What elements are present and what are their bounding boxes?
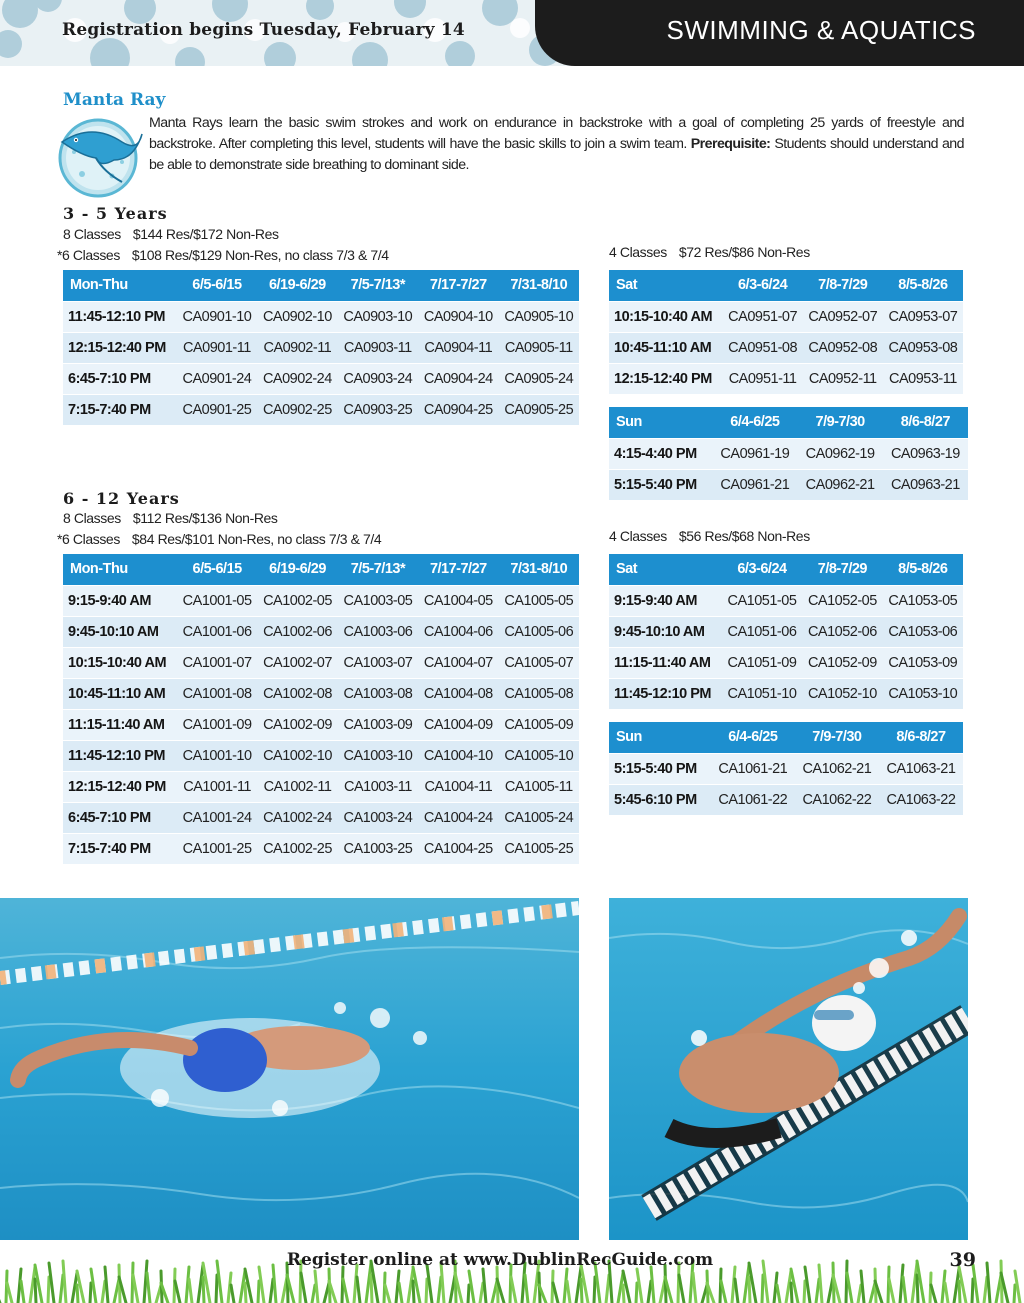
class-code: CA1005-07 [499,647,579,678]
class-time: 11:15-11:40 AM [609,647,722,678]
class-code: CA1001-11 [177,771,257,802]
class-time: 11:15-11:40 AM [63,709,177,740]
table-row [609,784,963,815]
class-time: 11:45-12:10 PM [63,740,177,771]
class-code: CA1063-21 [879,753,963,784]
date-range-header: 7/9-7/30 [795,722,879,753]
class-price: $144 Res/$172 Non-Res [132,226,279,242]
class-code: CA0952-07 [803,301,883,332]
class-code: CA1003-08 [338,678,418,709]
table-row [63,740,579,771]
class-code: CA0902-24 [257,363,337,394]
class-code: CA1052-09 [802,647,882,678]
class-code: CA0951-08 [723,332,803,363]
description-text: Manta Rays learn the basic swim strokes and work on endurance in backstroke with a goal of completing 25 yards of freestyle and backstroke. After completing this level, students will have the basic skills to join a swim team. [149,115,964,152]
class-code: CA1002-07 [257,647,337,678]
date-range-header: 6/19-6/29 [257,554,337,585]
class-code: CA1005-08 [499,678,579,709]
class-code: CA1002-08 [257,678,337,709]
class-time: 10:15-10:40 AM [63,647,177,678]
class-code: CA1001-24 [177,802,257,833]
class-code: CA1063-22 [879,784,963,815]
class-code: CA0962-21 [797,469,882,500]
date-range-header: 8/6-8/27 [879,722,963,753]
class-code: CA1062-21 [795,753,879,784]
class-code: CA0901-11 [177,332,257,363]
class-code: CA0901-24 [177,363,257,394]
class-time: 6:45-7:10 PM [63,802,177,833]
class-count: *6 Classes [57,531,120,547]
class-code: CA1001-06 [177,616,257,647]
table-header-row [63,554,579,585]
class-code: CA0951-11 [723,363,803,394]
date-range-header: 6/19-6/29 [257,270,337,301]
prerequisite-text: Students should understand and be able to demonstrate side breathing to dominant side. [149,136,964,173]
class-code: CA1053-10 [883,678,963,709]
class-code: CA0905-25 [499,394,580,425]
date-range-header: 7/8-7/29 [803,270,883,301]
date-range-header: 7/5-7/13* [338,554,418,585]
date-range-header: 7/5-7/13* [338,270,418,301]
sunday-schedule-table [609,407,968,500]
date-range-header: 8/5-8/26 [883,554,963,585]
class-code: CA1061-21 [711,753,795,784]
class-code: CA1005-05 [499,585,579,616]
class-code: CA1005-11 [499,771,579,802]
class-price-note [609,244,810,260]
date-range-header: 6/5-6/15 [177,270,257,301]
class-code: CA1005-25 [499,833,579,864]
class-code: CA0961-19 [712,438,797,469]
class-code: CA1003-11 [338,771,418,802]
class-code: CA1002-09 [257,709,337,740]
section-title: SWIMMING & AQUATICS [666,15,976,45]
table-row [63,709,579,740]
table-row [609,469,968,500]
class-code: CA1001-08 [177,678,257,709]
class-time: 5:15-5:40 PM [609,469,712,500]
class-code: CA0902-11 [257,332,337,363]
date-range-header: 6/5-6/15 [177,554,257,585]
section-banner [535,0,1024,66]
swimmer-backstroke-photo [609,898,968,1240]
class-time: 11:45-12:10 PM [63,301,177,332]
class-code: CA1053-05 [883,585,963,616]
level-description [149,113,964,176]
saturday-schedule-table [609,270,963,394]
table-row [63,585,579,616]
class-code: CA1003-10 [338,740,418,771]
prerequisite-label: Prerequisite: [690,136,771,152]
class-code: CA1004-10 [418,740,498,771]
class-code: CA1052-05 [802,585,882,616]
table-row [63,332,579,363]
class-time: 9:15-9:40 AM [609,585,722,616]
class-code: CA0904-10 [418,301,498,332]
class-code: CA1005-09 [499,709,579,740]
table-row [63,394,579,425]
class-count: 4 Classes [609,244,667,260]
class-code: CA0961-21 [712,469,797,500]
class-code: CA0904-24 [418,363,498,394]
class-code: CA0903-24 [338,363,418,394]
class-time: 5:45-6:10 PM [609,784,711,815]
class-time: 11:45-12:10 PM [609,678,722,709]
saturday-schedule-table [609,554,963,709]
class-code: CA1004-24 [418,802,498,833]
day-header: Sat [609,270,723,301]
day-header: Sat [609,554,722,585]
weekday-schedule-table [63,270,579,425]
class-price-note [57,531,381,547]
class-code: CA0901-10 [177,301,257,332]
age-group-title: 6 - 12 Years [63,489,180,508]
class-code: CA0953-07 [883,301,963,332]
page-footer [0,1240,1024,1303]
class-count: *6 Classes [57,247,120,263]
class-code: CA1004-08 [418,678,498,709]
class-code: CA0952-11 [803,363,883,394]
date-range-header: 6/4-6/25 [711,722,795,753]
age-group-title: 3 - 5 Years [63,204,168,223]
class-price-note [57,247,389,263]
table-row [609,438,968,469]
class-code: CA1002-24 [257,802,337,833]
class-time: 9:15-9:40 AM [63,585,177,616]
date-range-header: 7/31-8/10 [499,270,580,301]
date-range-header: 7/8-7/29 [802,554,882,585]
table-row [63,616,579,647]
class-code: CA0962-19 [797,438,882,469]
registration-date: Registration begins Tuesday, February 14 [62,20,465,40]
class-code: CA1002-06 [257,616,337,647]
class-time: 6:45-7:10 PM [63,363,177,394]
table-row [63,771,579,802]
class-code: CA1005-24 [499,802,579,833]
table-row [609,301,963,332]
class-time: 7:15-7:40 PM [63,394,177,425]
weekday-schedule-table [63,554,579,864]
class-code: CA1001-10 [177,740,257,771]
class-code: CA1052-06 [802,616,882,647]
page-header [0,0,1024,66]
table-header-row [63,270,579,301]
date-range-header: 7/31-8/10 [499,554,579,585]
class-code: CA1004-05 [418,585,498,616]
class-code: CA0952-08 [803,332,883,363]
class-code: CA1003-25 [338,833,418,864]
day-header: Sun [609,722,711,753]
class-price-note [63,510,278,526]
table-row [609,332,963,363]
class-code: CA0904-25 [418,394,498,425]
table-row [609,616,963,647]
class-code: CA1003-05 [338,585,418,616]
table-row [63,802,579,833]
class-code: CA1003-06 [338,616,418,647]
class-code: CA1051-10 [722,678,802,709]
class-time: 4:15-4:40 PM [609,438,712,469]
class-code: CA0902-25 [257,394,337,425]
class-code: CA1053-06 [883,616,963,647]
table-row [609,678,963,709]
class-code: CA1062-22 [795,784,879,815]
class-code: CA1005-10 [499,740,579,771]
class-code: CA1001-05 [177,585,257,616]
class-code: CA0904-11 [418,332,498,363]
class-price: $112 Res/$136 Non-Res [132,510,278,526]
table-header-row [609,554,963,585]
class-code: CA1002-05 [257,585,337,616]
class-time: 9:45-10:10 AM [609,616,722,647]
class-code: CA1061-22 [711,784,795,815]
day-header: Mon-Thu [63,554,177,585]
class-price-note [609,528,810,544]
class-code: CA0905-11 [499,332,580,363]
class-code: CA1004-07 [418,647,498,678]
class-code: CA0902-10 [257,301,337,332]
class-time: 7:15-7:40 PM [63,833,177,864]
date-range-header: 7/9-7/30 [797,407,882,438]
table-row [63,301,579,332]
table-row [609,585,963,616]
manta-ray-icon [52,112,144,198]
class-code: CA1051-05 [722,585,802,616]
class-code: CA1004-06 [418,616,498,647]
class-price: $72 Res/$86 Non-Res [678,244,810,260]
table-row [609,753,963,784]
class-code: CA1001-09 [177,709,257,740]
class-code: CA1052-10 [802,678,882,709]
class-code: CA0905-10 [499,301,580,332]
class-price: $84 Res/$101 Non-Res, no class 7/3 & 7/4 [131,531,382,547]
class-time: 10:45-11:10 AM [63,678,177,709]
register-online-text: Register online at www.DublinRecGuide.com [286,1250,714,1270]
class-code: CA0963-21 [883,469,968,500]
class-code: CA1004-11 [418,771,498,802]
table-header-row [609,407,968,438]
class-code: CA1002-10 [257,740,337,771]
class-count: 8 Classes [63,226,121,242]
sunday-schedule-table [609,722,963,815]
class-code: CA0951-07 [723,301,803,332]
class-code: CA0963-19 [883,438,968,469]
level-title: Manta Ray [63,90,166,110]
table-header-row [609,722,963,753]
swimmer-freestyle-photo [0,898,579,1240]
class-code: CA1051-09 [722,647,802,678]
class-time: 5:15-5:40 PM [609,753,711,784]
date-range-header: 7/17-7/27 [418,270,498,301]
class-code: CA1003-09 [338,709,418,740]
class-code: CA1051-06 [722,616,802,647]
class-count: 4 Classes [609,528,667,544]
table-row [609,647,963,678]
class-price: $56 Res/$68 Non-Res [678,528,810,544]
date-range-header: 8/6-8/27 [883,407,968,438]
table-row [63,833,579,864]
class-code: CA0953-08 [883,332,963,363]
date-range-header: 6/3-6/24 [723,270,803,301]
class-code: CA0903-10 [338,301,418,332]
class-code: CA1002-11 [257,771,337,802]
class-time: 12:15-12:40 PM [63,771,177,802]
class-code: CA1053-09 [883,647,963,678]
table-row [609,363,963,394]
class-count: 8 Classes [63,510,121,526]
class-price: $108 Res/$129 Non-Res, no class 7/3 & 7/4 [131,247,389,263]
class-code: CA1003-24 [338,802,418,833]
class-code: CA1004-09 [418,709,498,740]
page-number: 39 [949,1249,976,1271]
class-time: 10:45-11:10 AM [609,332,723,363]
day-header: Sun [609,407,712,438]
table-row [63,363,579,394]
class-time: 9:45-10:10 AM [63,616,177,647]
class-price-note [63,226,279,242]
class-code: CA0901-25 [177,394,257,425]
class-code: CA1003-07 [338,647,418,678]
class-time: 12:15-12:40 PM [63,332,177,363]
class-code: CA1001-25 [177,833,257,864]
class-code: CA0905-24 [499,363,580,394]
class-code: CA1001-07 [177,647,257,678]
table-row [63,647,579,678]
class-code: CA0903-25 [338,394,418,425]
class-code: CA1002-25 [257,833,337,864]
date-range-header: 8/5-8/26 [883,270,963,301]
class-code: CA0903-11 [338,332,418,363]
class-time: 10:15-10:40 AM [609,301,723,332]
class-time: 12:15-12:40 PM [609,363,723,394]
table-header-row [609,270,963,301]
class-code: CA1004-25 [418,833,498,864]
date-range-header: 6/4-6/25 [712,407,797,438]
table-row [63,678,579,709]
date-range-header: 7/17-7/27 [418,554,498,585]
class-code: CA1005-06 [499,616,579,647]
date-range-header: 6/3-6/24 [722,554,802,585]
class-code: CA0953-11 [883,363,963,394]
day-header: Mon-Thu [63,270,177,301]
